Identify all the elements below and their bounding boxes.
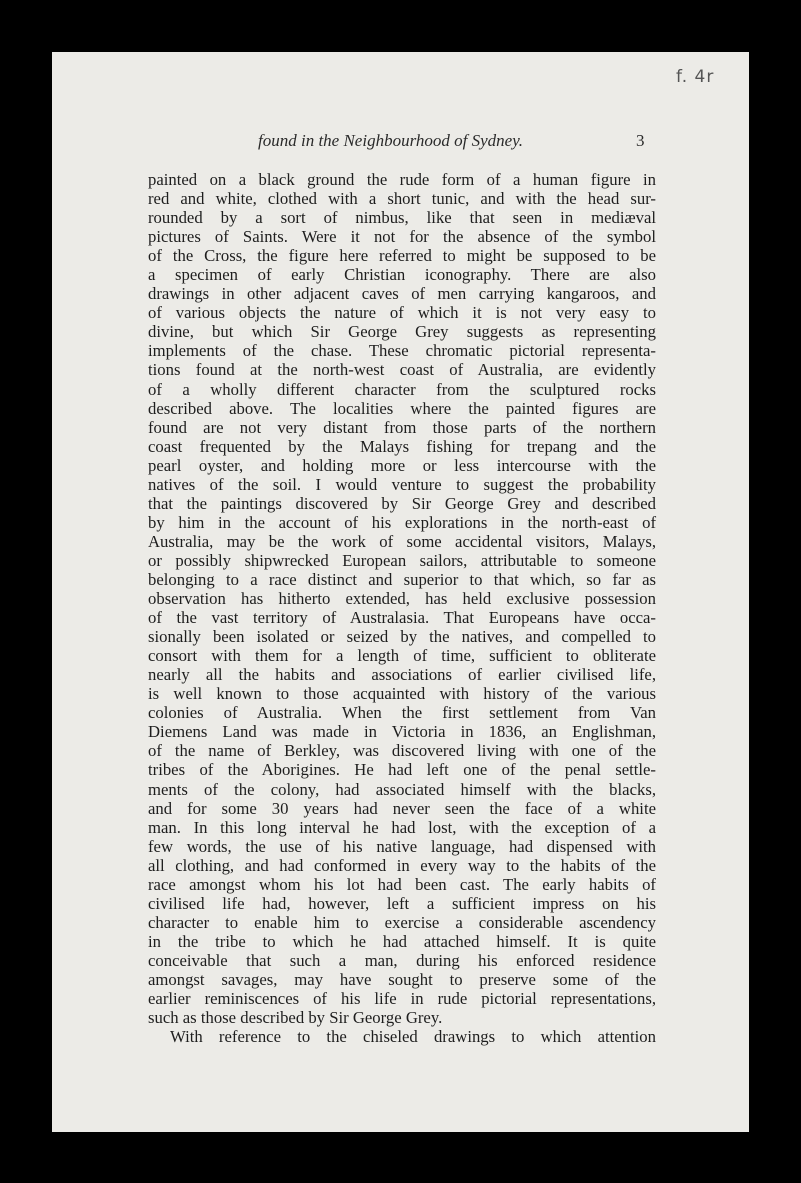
- text-line: found are not very distant from those parts of the northern: [148, 417, 656, 437]
- text-line: natives of the soil. I would venture to suggest the probability: [148, 474, 656, 494]
- text-line: is well known to those acquainted with history of the various: [148, 684, 656, 704]
- text-line: of the vast territory of Australasia. That Europeans have occa-: [148, 608, 656, 628]
- text-line: or possibly shipwrecked European sailors, attributable to someone: [148, 550, 656, 570]
- text-line: consort with them for a length of time, sufficient to obliterate: [148, 646, 656, 666]
- running-head: found in the Neighbourhood of Sydney.: [258, 131, 524, 150]
- text-line: such as those described by Sir George Grey.: [148, 1008, 443, 1028]
- text-line: of the Cross, the figure here referred to might be supposed to be: [148, 246, 656, 266]
- text-line: pictures of Saints. Were it not for the absence of the symbol: [148, 227, 656, 247]
- text-line: colonies of Australia. When the first settlement from Van: [148, 703, 656, 723]
- text-line: of various objects the nature of which it is not very easy to: [148, 303, 656, 323]
- page-number: 3: [636, 131, 645, 150]
- text-line: of the name of Berkley, was discovered living with one of the: [148, 741, 656, 761]
- text-line: nearly all the habits and associations of earlier civilised life,: [148, 665, 656, 685]
- text-line: rounded by a sort of nimbus, like that seen in mediæval: [148, 208, 656, 228]
- text-line: described above. The localities where the painted figures are: [148, 398, 656, 418]
- text-line: in the tribe to which he had attached himself. It is quite: [148, 931, 656, 951]
- text-line: coast frequented by the Malays fishing for trepang and the: [148, 436, 656, 456]
- text-line: implements of the chase. These chromatic pictorial representa-: [148, 341, 656, 361]
- text-line: conceivable that such a man, during his enforced residence: [148, 950, 656, 970]
- text-line: drawings in other adjacent caves of men carrying kangaroos, and: [148, 284, 656, 304]
- text-line: red and white, clothed with a short tunic, and with the head sur-: [148, 189, 656, 209]
- text-line: pearl oyster, and holding more or less intercourse with the: [148, 455, 656, 475]
- text-line: by him in the account of his explorations in the north-east of: [148, 512, 656, 532]
- text-line: a specimen of early Christian iconography. There are also: [148, 265, 656, 285]
- text-line: sionally been isolated or seized by the natives, and compelled to: [148, 627, 656, 647]
- text-line: man. In this long interval he had lost, with the exception of a: [148, 817, 656, 837]
- text-line: belonging to a race distinct and superior to that which, so far as: [148, 569, 656, 589]
- text-line: painted on a black ground the rude form of a human figure in: [148, 170, 656, 189]
- body-text: [148, 170, 656, 1046]
- text-line: Diemens Land was made in Victoria in 1836, an Englishman,: [148, 722, 656, 742]
- text-line: of a wholly different character from the sculptured rocks: [148, 379, 656, 399]
- text-line: observation has hitherto extended, has held exclusive possession: [148, 589, 656, 609]
- text-line: all clothing, and had conformed in every way to the habits of the: [148, 855, 656, 875]
- text-line: race amongst whom his lot had been cast. The early habits of: [148, 874, 656, 894]
- text-line: character to enable him to exercise a considerable ascendency: [148, 912, 656, 932]
- text-line: tions found at the north-west coast of Australia, are evidently: [148, 360, 656, 380]
- text-line: civilised life had, however, left a sufficient impress on his: [148, 893, 656, 913]
- text-line: ments of the colony, had associated himself with the blacks,: [148, 779, 656, 799]
- text-line: that the paintings discovered by Sir George Grey and described: [148, 493, 656, 513]
- folio-mark: f. 4r: [676, 67, 715, 87]
- text-line: With reference to the chiseled drawings to which attention: [170, 1027, 656, 1047]
- text-line: few words, the use of his native language, had dispensed with: [148, 836, 656, 856]
- text-line: amongst savages, may have sought to preserve some of the: [148, 969, 656, 989]
- text-line: tribes of the Aborigines. He had left one of the penal settle-: [148, 760, 656, 780]
- text-line: Australia, may be the work of some accidental visitors, Malays,: [148, 531, 656, 551]
- text-line: divine, but which Sir George Grey suggests as representing: [148, 322, 656, 342]
- text-line: and for some 30 years had never seen the face of a white: [148, 798, 656, 818]
- text-line: earlier reminiscences of his life in rude pictorial representations,: [148, 989, 656, 1009]
